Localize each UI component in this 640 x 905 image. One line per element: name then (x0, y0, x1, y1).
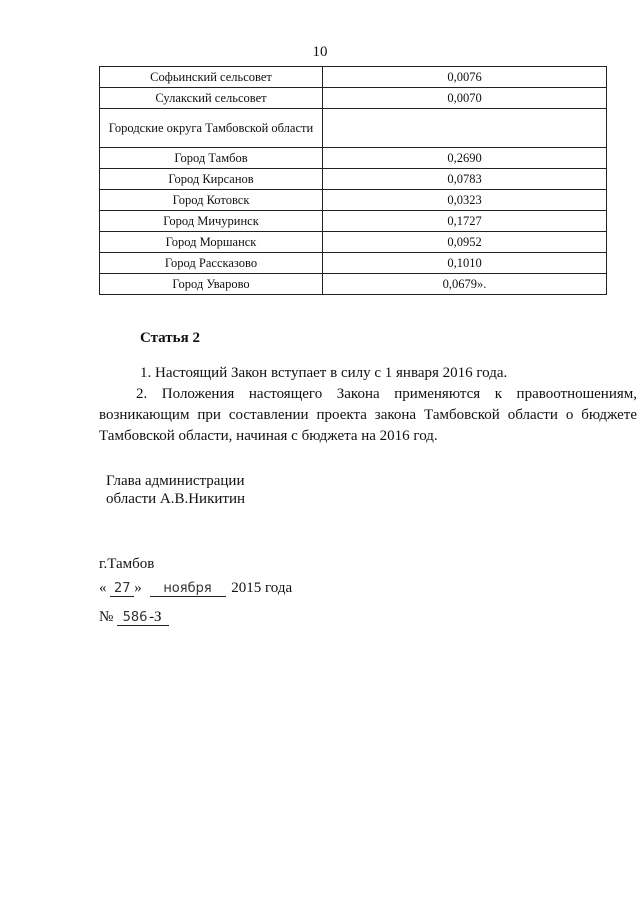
law-number (99, 609, 169, 626)
signature-title: Глава администрации (106, 473, 245, 489)
table-row (100, 211, 607, 232)
page-number: 10 (312, 44, 328, 60)
coefficient-value: 0,2690 (323, 148, 607, 169)
signing-city: г.Тамбов (99, 556, 155, 572)
coefficient-value: 0,0952 (323, 232, 607, 253)
coefficient-value: 0,0070 (323, 88, 607, 109)
number-sign: № (99, 609, 114, 625)
table-row (100, 148, 607, 169)
table-row (100, 232, 607, 253)
article-paragraph-1: 1. Настоящий Закон вступает в силу с 1 января 2016 года. (140, 365, 508, 381)
municipality-name: Город Мичуринск (100, 211, 323, 232)
signature-name: области А.В.Никитин (106, 491, 246, 507)
coefficient-value: 0,0323 (323, 190, 607, 211)
municipality-name: Город Котовск (100, 190, 323, 211)
quote-close: » (134, 580, 142, 596)
table-row (100, 67, 607, 88)
coefficient-value: 0,0679». (323, 274, 607, 295)
coefficient-value: 0,1010 (323, 253, 607, 274)
table-row (100, 253, 607, 274)
article-heading: Статья 2 (140, 330, 200, 346)
municipality-name: Город Кирсанов (100, 169, 323, 190)
table-row (100, 190, 607, 211)
municipality-name: Софьинский сельсовет (100, 67, 323, 88)
article-paragraph-2: 2. Положения настоящего Закона применяются к правоотношениям, возникающим при составлении проекта закона Тамбовской области о бюджете Тамбовской области, начиная с бюджета на 2016 год. (99, 386, 637, 444)
table-row (100, 274, 607, 295)
municipality-name: Город Моршанск (100, 232, 323, 253)
table-row (100, 88, 607, 109)
municipality-name: Сулакский сельсовет (100, 88, 323, 109)
law-number-value: 586 (122, 610, 148, 625)
coefficient-value: 0,1727 (323, 211, 607, 232)
date-day: 27 (110, 581, 134, 597)
coefficient-value (323, 109, 607, 148)
section-name: Городские округа Тамбовской области (100, 109, 323, 148)
municipality-name: Город Рассказово (100, 253, 323, 274)
municipality-name: Город Уварово (100, 274, 323, 295)
municipality-name: Город Тамбов (100, 148, 323, 169)
signing-date (99, 580, 292, 597)
table-section-row (100, 109, 607, 148)
quote-open: « (99, 580, 107, 596)
date-month: ноября (150, 581, 226, 597)
law-number-suffix: -З (149, 609, 162, 625)
coefficient-table (99, 66, 607, 295)
signature-block (106, 472, 245, 508)
coefficient-value: 0,0783 (323, 169, 607, 190)
date-year: 2015 года (231, 580, 293, 596)
coefficient-value: 0,0076 (323, 67, 607, 88)
table-row (100, 169, 607, 190)
